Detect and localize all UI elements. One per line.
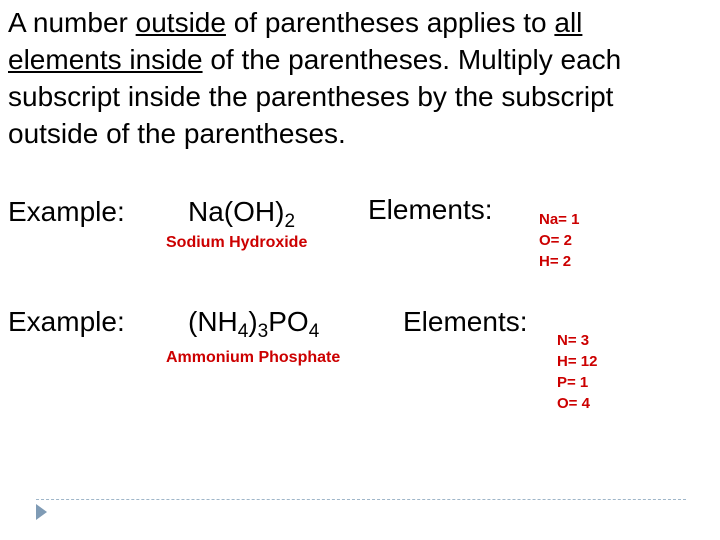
intro-paragraph [8,4,708,152]
example-2-elements-label: Elements: [403,306,528,337]
intro-underline-all: all [554,7,583,38]
intro-text: of the parentheses. Multiply each subscript inside the parentheses by the subscript outside of the parentheses. [8,44,622,149]
example-1-elements-label: Elements: [368,194,493,225]
formula-subscript: 4 [308,321,320,342]
formula-text: ) [248,306,258,337]
example-2-element-counts [557,330,597,414]
example-2-formula [188,306,320,342]
element-count: H= 2 [539,253,572,270]
element-count: Na= 1 [539,211,580,228]
formula-text: Na(OH) [188,196,285,227]
intro-underline-elements-inside: elements inside [8,44,203,75]
element-count: N= 3 [557,332,590,349]
formula-subscript: 3 [257,321,269,342]
formula-text: PO [268,306,309,337]
element-count: P= 1 [557,374,589,391]
intro-underline-outside: outside [135,7,226,38]
formula-subscript: 2 [284,211,296,232]
formula-text: (NH [188,306,238,337]
example-1-element-counts [539,209,579,272]
example-2-label: Example: [8,306,125,337]
intro-text: of parentheses applies to [225,7,555,38]
formula-subscript: 4 [237,321,249,342]
element-count: H= 12 [557,353,598,370]
intro-text: A number [8,7,136,38]
triangle-bullet-icon [36,504,47,520]
example-2-compound-name: Ammonium Phosphate [166,349,341,366]
example-1-label: Example: [8,196,125,227]
example-1-compound-name: Sodium Hydroxide [166,234,308,251]
element-count: O= 4 [557,395,590,412]
footer-divider [36,499,686,500]
example-1-formula [188,196,296,232]
element-count: O= 2 [539,232,572,249]
